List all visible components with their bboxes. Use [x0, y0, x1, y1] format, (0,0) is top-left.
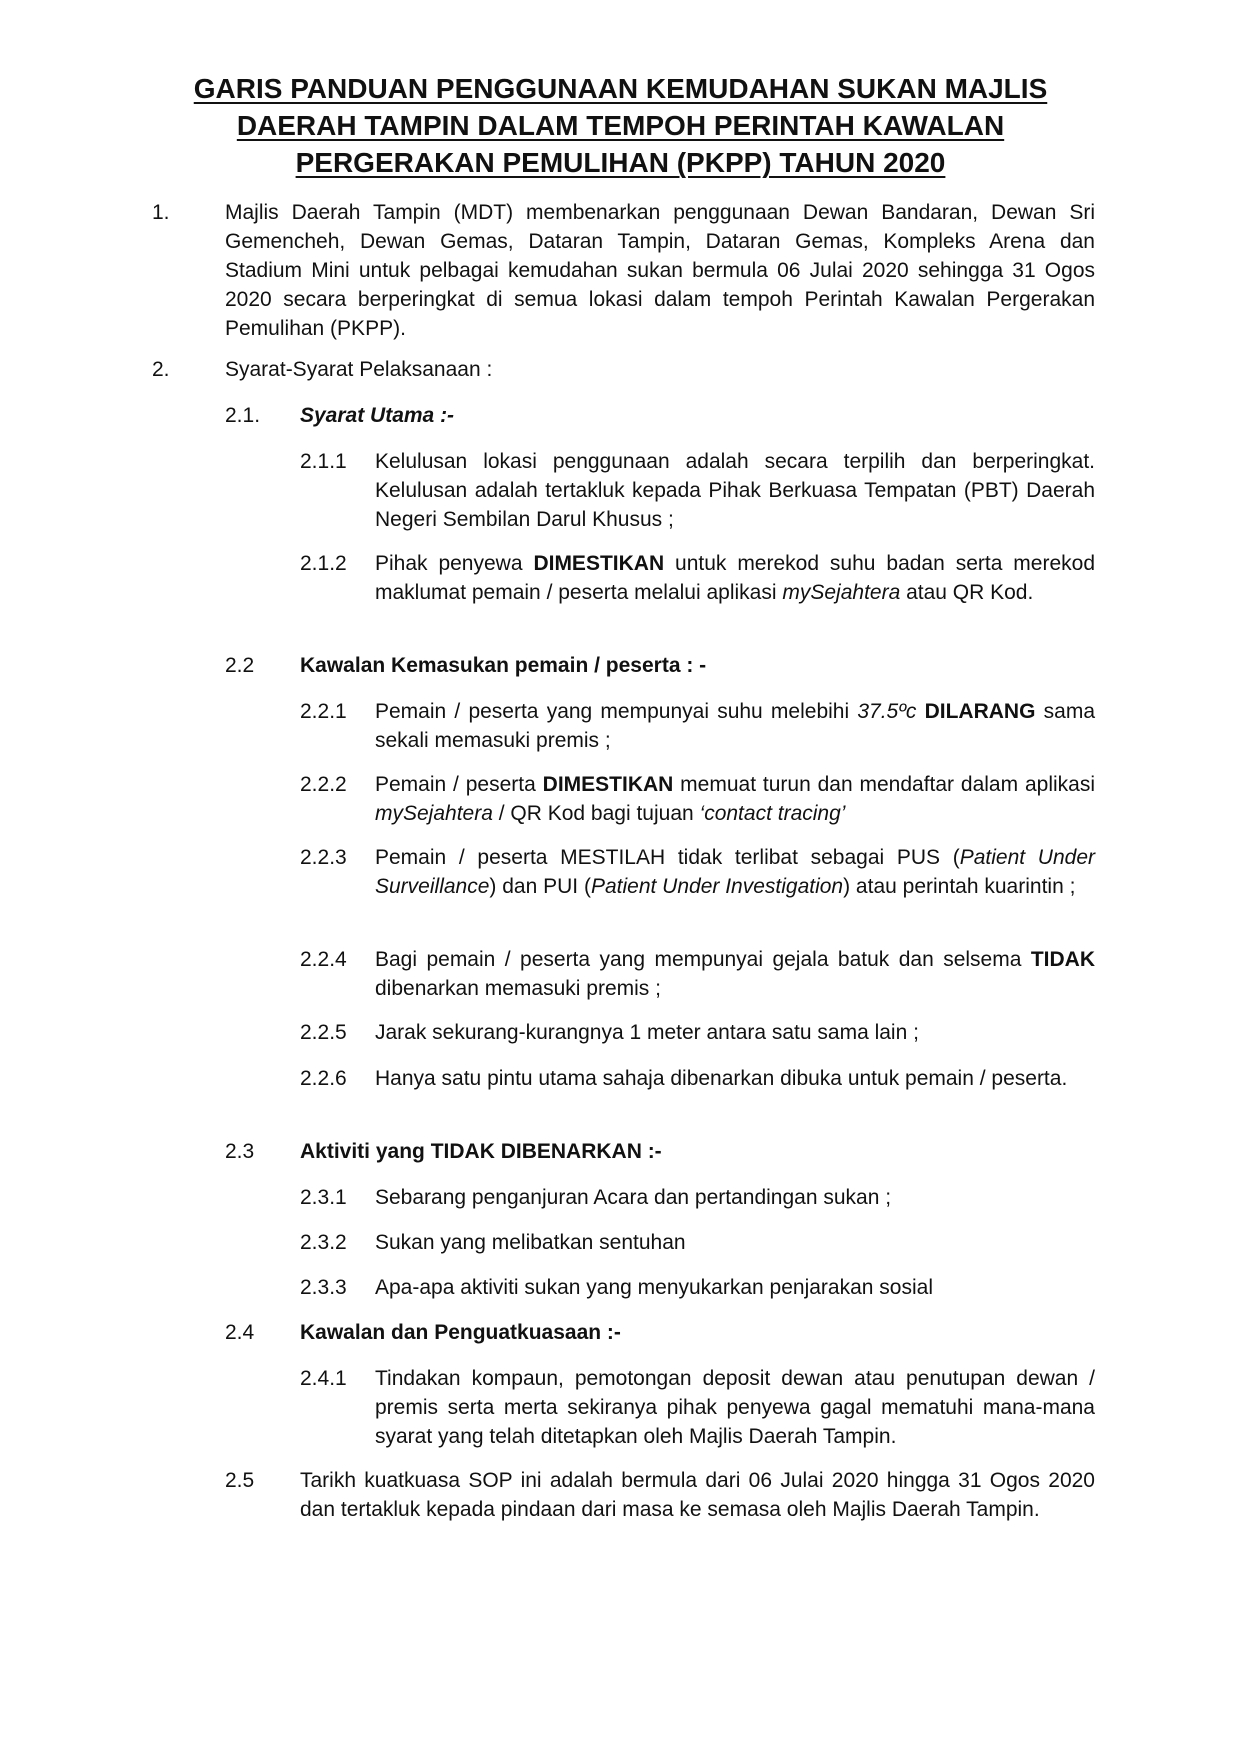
section-2-number: 2.	[152, 358, 170, 381]
title-line-1: GARIS PANDUAN PENGGUNAAN KEMUDAHAN SUKAN MAJLIS	[193, 73, 1048, 104]
item-2-3-2-number: 2.3.2	[300, 1231, 347, 1254]
item-2-2-4-number: 2.2.4	[300, 948, 347, 971]
item-2-2-3-number: 2.2.3	[300, 846, 347, 869]
item-2-3-2-text: Sukan yang melibatkan sentuhan	[375, 1231, 686, 1254]
section-2-4-number: 2.4	[225, 1321, 255, 1344]
section-2-2-number: 2.2	[225, 654, 255, 677]
section-1-number: 1.	[152, 201, 170, 224]
item-2-3-1-text: Sebarang penganjuran Acara dan pertandingan sukan ;	[375, 1186, 892, 1209]
item-2-1-1-number: 2.1.1	[300, 450, 347, 473]
item-2-2-1-text: Pemain / peserta yang mempunyai suhu melebihi 37.5ºc DILARANG sama sekali memasuki premis ;	[375, 700, 1095, 752]
item-2-4-1-number: 2.4.1	[300, 1367, 347, 1390]
item-2-4-1-text: Tindakan kompaun, pemotongan deposit dewan atau penutupan dewan / premis serta merta sekiranya pihak penyewa gagal mematuhi mana-mana syarat yang telah ditetapkan oleh Majlis Daerah Tampin.	[375, 1367, 1095, 1448]
title-line-2: DAERAH TAMPIN DALAM TEMPOH PERINTAH KAWALAN	[236, 110, 1005, 141]
section-2-1-number: 2.1.	[225, 404, 261, 427]
item-2-2-6-text: Hanya satu pintu utama sahaja dibenarkan dibuka untuk pemain / peserta.	[375, 1067, 1068, 1090]
item-2-3-3-text: Apa-apa aktiviti sukan yang menyukarkan penjarakan sosial	[375, 1276, 933, 1299]
section-2-5-number: 2.5	[225, 1469, 255, 1492]
document-title	[130, 70, 1111, 181]
item-2-3-1-number: 2.3.1	[300, 1186, 347, 1209]
section-2-3-heading: Aktiviti yang TIDAK DIBENARKAN :-	[300, 1140, 662, 1163]
section-2-5-text: Tarikh kuatkuasa SOP ini adalah bermula dari 06 Julai 2020 hingga 31 Ogos 2020 dan tertakluk kepada pindaan dari masa ke semasa oleh Majlis Daerah Tampin.	[300, 1469, 1095, 1521]
item-2-1-2-text: Pihak penyewa DIMESTIKAN untuk merekod suhu badan serta merekod maklumat pemain / peserta melalui aplikasi mySejahtera atau QR Kod.	[375, 552, 1096, 604]
item-2-2-6-number: 2.2.6	[300, 1067, 347, 1090]
item-2-2-1-number: 2.2.1	[300, 700, 347, 723]
section-1-text: Majlis Daerah Tampin (MDT) membenarkan penggunaan Dewan Bandaran, Dewan Sri Gemencheh, Dewan Gemas, Dataran Tampin, Dataran Gemas, Kompleks Arena dan Stadium Mini untuk pelbagai kemudahan sukan bermula 06 Julai 2020 sehingga 31 Ogos 2020 secara berperingkat di semua lokasi dalam tempoh Perintah Kawalan Pergerakan Pemulihan (PKPP).	[225, 201, 1095, 340]
item-2-2-2-number: 2.2.2	[300, 773, 347, 796]
item-2-2-5-text: Jarak sekurang-kurangnya 1 meter antara satu sama lain ;	[375, 1021, 919, 1044]
item-2-1-2-number: 2.1.2	[300, 552, 347, 575]
item-2-2-3-text: Pemain / peserta MESTILAH tidak terlibat sebagai PUS (Patient Under Surveillance) dan PUI (Patient Under Investigation) atau perintah kuarintin ;	[375, 846, 1095, 898]
section-2-text: Syarat-Syarat Pelaksanaan :	[225, 358, 493, 381]
item-2-2-4-text: Bagi pemain / peserta yang mempunyai gejala batuk dan selsema TIDAK dibenarkan memasuki premis ;	[375, 948, 1095, 1000]
item-2-1-1-text: Kelulusan lokasi penggunaan adalah secara terpilih dan berperingkat. Kelulusan adalah tertakluk kepada Pihak Berkuasa Tempatan (PBT) Daerah Negeri Sembilan Darul Khusus ;	[375, 450, 1095, 531]
item-2-3-3-number: 2.3.3	[300, 1276, 347, 1299]
item-2-2-2-text: Pemain / peserta DIMESTIKAN memuat turun dan mendaftar dalam aplikasi mySejahtera / QR Kod bagi tujuan ‘contact tracing’	[375, 773, 1095, 825]
section-2-4-heading: Kawalan dan Penguatkuasaan :-	[300, 1321, 621, 1344]
section-2-1-heading: Syarat Utama :-	[300, 404, 455, 427]
section-2-2-heading: Kawalan Kemasukan pemain / peserta : -	[300, 654, 707, 677]
section-2-3-number: 2.3	[225, 1140, 255, 1163]
title-line-3: PERGERAKAN PEMULIHAN (PKPP) TAHUN 2020	[295, 147, 946, 178]
item-2-2-5-number: 2.2.5	[300, 1021, 347, 1044]
